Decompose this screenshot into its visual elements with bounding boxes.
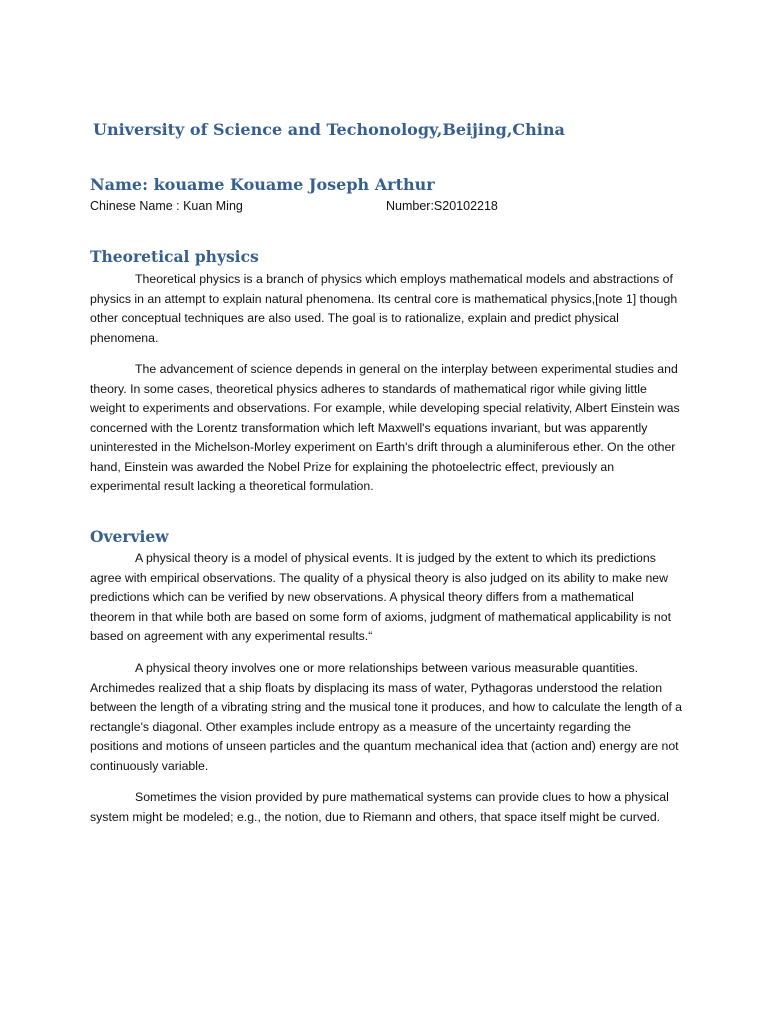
student-number: Number:S20102218	[386, 199, 498, 213]
paragraph: A physical theory involves one or more relationships between various measurable quantities. Archimedes realized that a ship floats by displacing its mass of water, Pythagoras understood the relation between the length of a vibrating string and the musical tone it produces, and how to calculate the length of a rectangle's diagonal. Other examples include entropy as a measure of the uncertainty regarding the positions and motions of unseen particles and the quantum mechanical idea that (action and) energy are not continuously variable.	[90, 661, 682, 773]
university-heading: University of Science and Techonology,Beijing,China	[93, 120, 565, 139]
section-title-overview: Overview	[90, 527, 169, 546]
paragraph: Sometimes the vision provided by pure mathematical systems can provide clues to how a physical system might be modeled; e.g., the notion, due to Riemann and others, that space itself might be curved.	[90, 790, 669, 824]
student-name-heading: Name: kouame Kouame Joseph Arthur	[90, 175, 435, 194]
chinese-name: Chinese Name : Kuan Ming	[90, 199, 243, 213]
paragraph: Theoretical physics is a branch of physics which employs mathematical models and abstractions of physics in an attempt to explain natural phenomena. Its central core is mathematical physics,[note 1] though other conceptual techniques are also used. The goal is to rationalize, explain and predict physical phenomena.	[90, 272, 678, 345]
section-title-theoretical-physics: Theoretical physics	[90, 247, 259, 266]
paragraph: The advancement of science depends in general on the interplay between experimental studies and theory. In some cases, theoretical physics adheres to standards of mathematical rigor while giving little weight to experiments and observations. For example, while developing special relativity, Albert Einstein was concerned with the Lorentz transformation which left Maxwell's equations invariant, but was apparently uninterested in the Michelson-Morley experiment on Earth's drift through a aluminiferous ether. On the other hand, Einstein was awarded the Nobel Prize for explaining the photoelectric effect, previously an experimental result lacking a theoretical formulation.	[90, 362, 680, 493]
paragraph: A physical theory is a model of physical events. It is judged by the extent to which its predictions agree with empirical observations. The quality of a physical theory is also judged on its ability to make new predictions which can be verified by new observations. A physical theory differs from a mathematical theorem in that while both are based on some form of axioms, judgment of mathematical applicability is not based on agreement with any experimental results.“	[90, 551, 671, 643]
